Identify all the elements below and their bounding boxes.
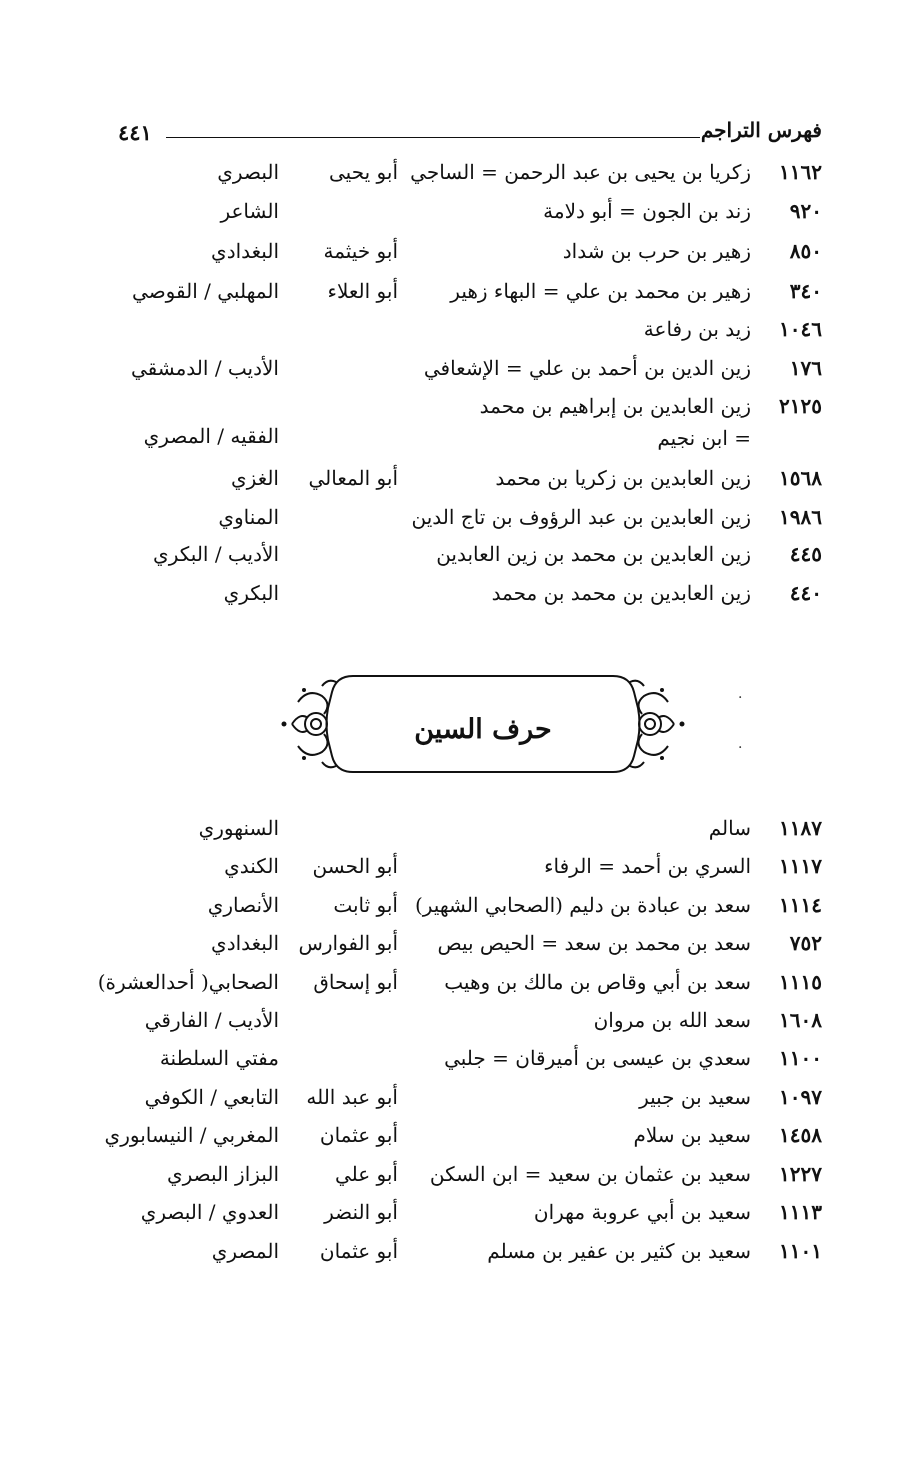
list-item: [0, 390, 921, 428]
list-item: [0, 812, 921, 850]
entry-nisba: مفتي السلطنة: [159, 1046, 279, 1070]
entry-name: زهير بن حرب بن شداد: [562, 239, 751, 263]
entry-number: ١٧٦: [789, 356, 822, 380]
entry-name: سعد بن أبي وقاص بن مالك بن وهيب: [444, 970, 751, 994]
entry-name: زين العابدين بن محمد بن زين العابدين: [436, 542, 751, 566]
list-item: [0, 352, 921, 390]
entry-name: زين العابدين بن عبد الرؤوف بن تاج الدين: [411, 505, 751, 529]
entry-name: سعيد بن جبير: [639, 1085, 751, 1109]
entry-number: ١١١٥: [779, 970, 822, 994]
entry-kunya: أبو عثمان: [319, 1239, 398, 1263]
margin-dot: ·: [738, 690, 743, 706]
entry-number: ١١١٣: [779, 1200, 822, 1224]
page-number: ٤٤١: [118, 120, 152, 145]
entry-name: سعد بن عبادة بن دليم (الصحابي الشهير): [414, 893, 751, 917]
entry-number: ١١٨٧: [779, 816, 822, 840]
entry-nisba: المهلبي / القوصي: [132, 279, 279, 303]
header-rule: [166, 137, 700, 138]
entry-name: سعيد بن سلام: [633, 1123, 751, 1147]
running-header: [100, 118, 822, 154]
entry-continuation-nisba: الفقيه / المصري: [143, 424, 279, 448]
entry-nisba: الأديب / الدمشقي: [130, 356, 279, 380]
list-item: [0, 1158, 921, 1196]
entry-number: ١١١٧: [779, 854, 822, 878]
entry-nisba: المصري: [211, 1239, 279, 1263]
list-item: [0, 1235, 921, 1273]
entry-number: ٤٤٥: [789, 542, 822, 566]
list-item: [0, 927, 921, 965]
entry-name: السري بن أحمد = الرفاء: [544, 854, 751, 878]
entry-nisba: الأديب / الفارقي: [144, 1008, 279, 1032]
entry-number: ١٤٥٨: [779, 1123, 822, 1147]
list-item: [0, 156, 921, 194]
entry-number: ٧٥٢: [789, 931, 822, 955]
entry-name: زكريا بن يحيى بن عبد الرحمن = الساجي: [410, 160, 751, 184]
list-item: [0, 577, 921, 615]
entry-nisba: البغدادي: [211, 931, 279, 955]
entry-name: زين العابدين بن إبراهيم بن محمد: [479, 394, 751, 418]
entry-name: سعد بن محمد بن سعد = الحيص بيص: [437, 931, 751, 955]
list-item: [0, 538, 921, 576]
entry-kunya: أبو إسحاق: [313, 970, 398, 994]
entry-number: ١١٦٢: [779, 160, 822, 184]
entry-kunya: أبو عثمان: [319, 1123, 398, 1147]
entry-kunya: أبو خيثمة: [323, 239, 398, 263]
entry-number: ٢١٢٥: [779, 394, 822, 418]
list-item: [0, 1081, 921, 1119]
entry-number: ١٦٠٨: [779, 1008, 822, 1032]
list-item: [0, 313, 921, 351]
entry-kunya: أبو العلاء: [327, 279, 398, 303]
margin-dot: ·: [738, 740, 743, 756]
entry-nisba: الصحابي( أحدالعشرة): [97, 970, 279, 994]
list-item: [0, 462, 921, 500]
entry-number: ١١٠٠: [779, 1046, 822, 1070]
entry-kunya: أبو الحسن: [312, 854, 398, 878]
entry-nisba: الأنصاري: [207, 893, 279, 917]
entry-nisba: البغدادي: [211, 239, 279, 263]
list-item: [0, 966, 921, 1004]
entry-number: ١٢٢٧: [779, 1162, 822, 1186]
entry-nisba: الغزي: [231, 466, 279, 490]
section-heading-frame: [278, 668, 688, 780]
list-item: [0, 501, 921, 539]
list-item: [0, 1119, 921, 1157]
entry-number: ٣٤٠: [789, 279, 822, 303]
entry-continuation-name: = ابن نجيم: [657, 426, 751, 450]
entry-name: زين الدين بن أحمد بن علي = الإشعافي: [423, 356, 751, 380]
list-item: [0, 1004, 921, 1042]
entry-number: ٤٤٠: [789, 581, 822, 605]
entry-number: ١١٠١: [779, 1239, 822, 1263]
entry-kunya: أبو المعالي: [308, 466, 398, 490]
list-item: [0, 195, 921, 233]
list-item: [0, 850, 921, 888]
entry-nisba: التابعي / الكوفي: [144, 1085, 279, 1109]
entry-name: زيد بن رفاعة: [643, 317, 751, 341]
entry-nisba: المناوي: [218, 505, 279, 529]
entry-number: ١١١٤: [779, 893, 822, 917]
list-item: [0, 1042, 921, 1080]
entry-nisba: البكري: [223, 581, 279, 605]
entry-nisba: الكندي: [224, 854, 279, 878]
entry-nisba: البصري: [217, 160, 279, 184]
entry-kunya: أبو ثابت: [333, 893, 398, 917]
entry-name: سعدي بن عيسى بن أميرقان = جلبي: [444, 1046, 751, 1070]
section-heading: حرف السين: [414, 714, 552, 745]
list-item: [0, 889, 921, 927]
entry-number: ١٠٩٧: [779, 1085, 822, 1109]
entry-number: ٨٥٠: [789, 239, 822, 263]
list-item: [0, 275, 921, 313]
entry-name: سالم: [708, 816, 751, 840]
entry-nisba: الأديب / البكري: [153, 542, 279, 566]
entry-number: ١٠٤٦: [779, 317, 822, 341]
entry-number: ١٩٨٦: [779, 505, 822, 529]
entry-name: سعيد بن عثمان بن سعيد = ابن السكن: [429, 1162, 751, 1186]
entry-kunya: أبو علي: [334, 1162, 398, 1186]
entry-number: ١٥٦٨: [779, 466, 822, 490]
entry-nisba: السنهوري: [198, 816, 279, 840]
entry-name: زند بن الجون = أبو دلامة: [543, 199, 751, 223]
entry-name: سعيد بن أبي عروبة مهران: [533, 1200, 751, 1224]
entry-name: سعد الله بن مروان: [593, 1008, 751, 1032]
entry-name: سعيد بن كثير بن عفير بن مسلم: [487, 1239, 751, 1263]
entry-number: ٩٢٠: [789, 199, 822, 223]
entry-nisba: الشاعر: [220, 199, 279, 223]
entry-name: زين العابدين بن زكريا بن محمد: [495, 466, 751, 490]
entry-nisba: المغربي / النيسابوري: [104, 1123, 279, 1147]
header-title: فهرس التراجم: [700, 118, 822, 142]
list-item: [0, 235, 921, 273]
entry-kunya: أبو النضر: [324, 1200, 398, 1224]
entry-kunya: أبو عبد الله: [306, 1085, 398, 1109]
entry-kunya: أبو الفوارس: [298, 931, 398, 955]
entry-kunya: أبو يحيى: [329, 160, 398, 184]
entry-name: زهير بن محمد بن علي = البهاء زهير: [450, 279, 751, 303]
entry-name: زين العابدين بن محمد بن محمد: [491, 581, 751, 605]
entry-nisba: البزاز البصري: [166, 1162, 279, 1186]
entry-nisba: العدوي / البصري: [140, 1200, 279, 1224]
list-item: [0, 1196, 921, 1234]
